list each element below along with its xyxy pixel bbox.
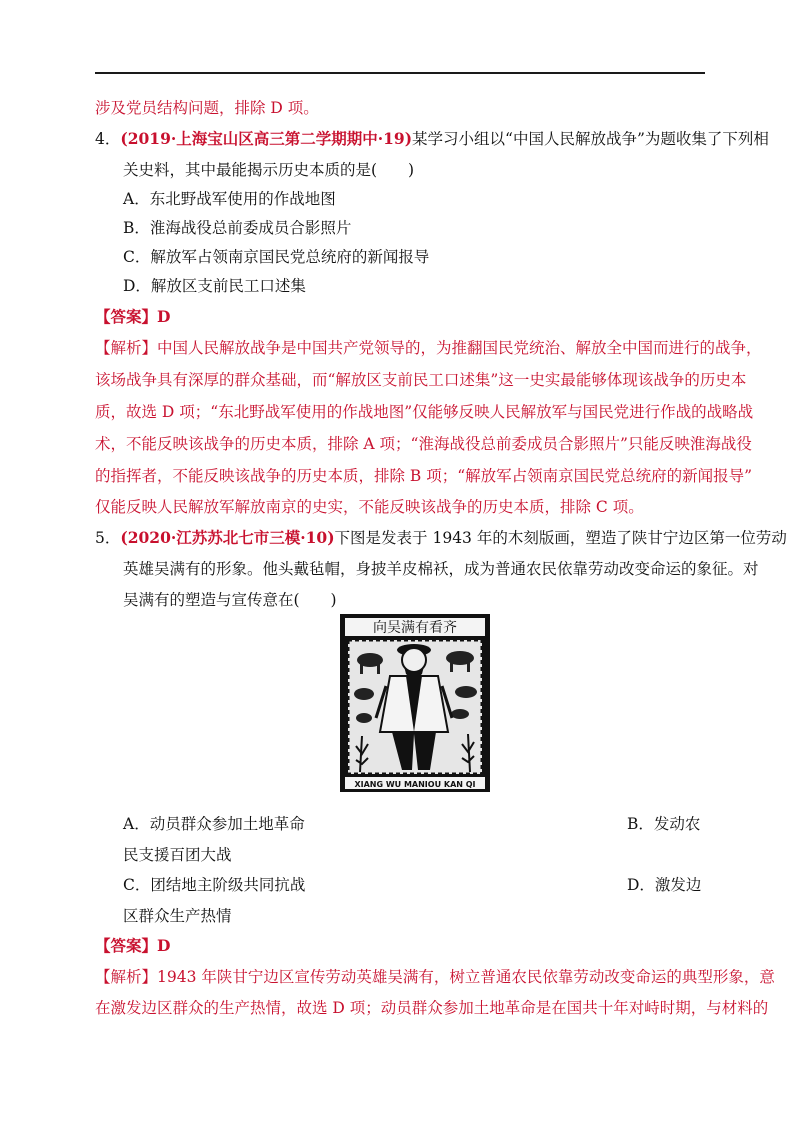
- answer-label: 【答案】D: [95, 307, 171, 326]
- analysis-line: 质，故选 D 项；“东北野战军使用的作战地图”仅能够反映人民解放军与国民党进行作战的战略战: [95, 403, 754, 421]
- option-b-continuation: 民支援百团大战: [123, 846, 232, 864]
- analysis-line: 该场战争具有深厚的群众基础，而“解放区支前民工口述集”这一史实最能够体现该战争的历史本: [95, 371, 747, 389]
- option-d: D．解放区支前民工口述集: [123, 277, 306, 295]
- question-source: (2019·上海宝山区高三第二学期期中·19): [120, 129, 413, 148]
- option-a: A．东北野战军使用的作战地图: [123, 190, 336, 208]
- question-stem-line: 下图是发表于 1943 年的木刻版画，塑造了陕甘宁边区第一位劳动: [334, 529, 787, 547]
- question-5-stem-line-3: 吴满有的塑造与宣传意在( ): [123, 591, 337, 609]
- question-4-stem-line-2: 关史料，其中最能揭示历史本质的是( ): [123, 161, 415, 179]
- analysis-line: 【解析】1943 年陕甘宁边区宣传劳动英雄吴满有，树立普通农民依靠劳动改变命运的典型形象，意: [95, 968, 775, 986]
- analysis-line: 术，不能反映该战争的历史本质，排除 A 项；“淮海战役总前委成员合影照片”只能反映淮海战役: [95, 435, 752, 453]
- question-stem-line: 某学习小组以“中国人民解放战争”为题收集了下列相: [412, 130, 769, 148]
- header-rule: [95, 72, 705, 74]
- woodcut-top-caption: 向吴满有看齐: [373, 620, 457, 636]
- option-c: C．解放军占领南京国民党总统府的新闻报导: [123, 248, 430, 266]
- analysis-line: 仅能反映人民解放军解放南京的史实，不能反映该战争的历史本质，排除 C 项。: [95, 498, 644, 516]
- question-number: 4．: [95, 130, 121, 148]
- option-d-continuation: 区群众生产热情: [123, 907, 232, 925]
- analysis-line: 【解析】中国人民解放战争是中国共产党领导的，为推翻国民党统治、解放全中国而进行的战争，: [95, 339, 762, 357]
- question-5-stem-line-2: 英雄吴满有的形象。他头戴毡帽，身披羊皮棉袄，成为普通农民依靠劳动改变命运的象征。对: [123, 560, 759, 578]
- option-a: A．动员群众参加土地革命: [123, 815, 305, 833]
- woodcut-print-image: [340, 614, 490, 792]
- option-b: B．淮海战役总前委成员合影照片: [123, 219, 352, 237]
- question-4-stem: [95, 129, 769, 149]
- option-c: C．团结地主阶级共同抗战: [123, 876, 306, 894]
- option-b: B．发动农: [627, 815, 701, 833]
- answer-label: 【答案】D: [95, 936, 171, 955]
- question-number: 5．: [95, 529, 121, 547]
- woodcut-bottom-caption: XIANG WU MANIOU KAN QI: [354, 780, 476, 789]
- question-5-stem: [95, 528, 787, 548]
- option-d: D．激发边: [627, 876, 702, 894]
- analysis-line: 的指挥者，不能反映该战争的历史本质，排除 B 项；“解放军占领南京国民党总统府的新闻报导”: [95, 467, 753, 485]
- question-source: (2020·江苏苏北七市三模·10): [120, 528, 335, 547]
- previous-explanation-end: 涉及党员结构问题，排除 D 项。: [95, 99, 319, 117]
- analysis-line: 在激发边区群众的生产热情，故选 D 项；动员群众参加土地革命是在国共十年对峙时期，与材料的: [95, 999, 769, 1017]
